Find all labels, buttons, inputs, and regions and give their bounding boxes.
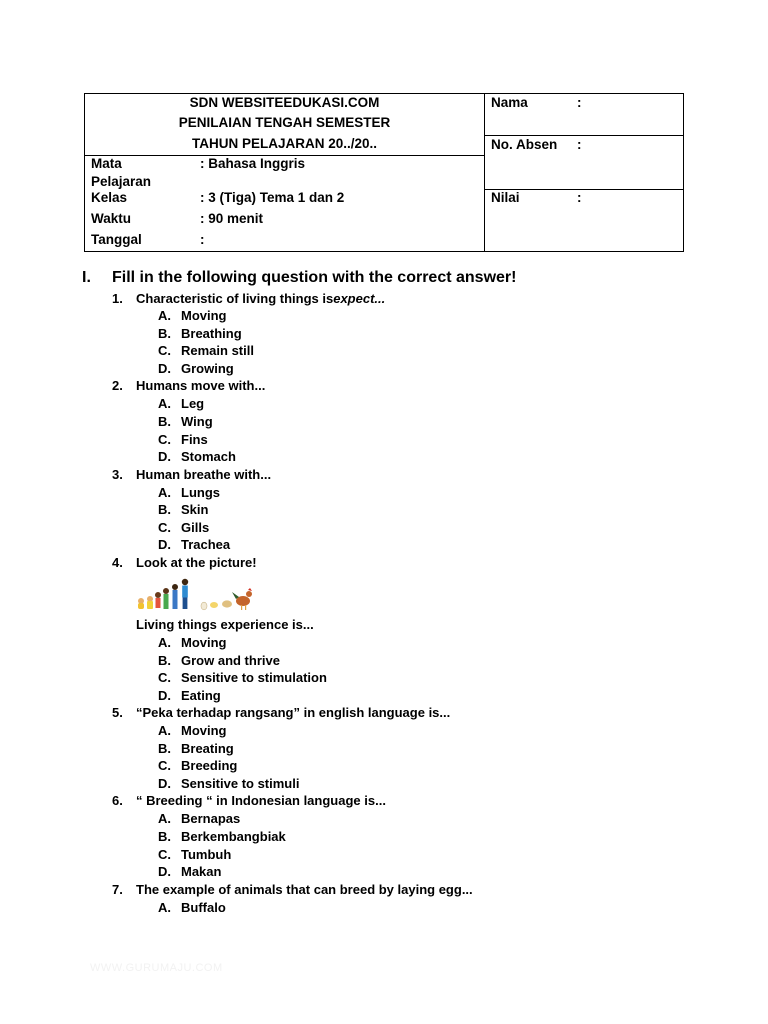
- growth-picture: [135, 577, 257, 611]
- option[interactable]: A. Buffalo: [158, 900, 226, 915]
- question-text: “Peka terhadap rangsang” in english language is...: [136, 705, 451, 720]
- option[interactable]: B. Wing: [158, 414, 213, 429]
- question-3: [112, 467, 271, 482]
- question-4: [112, 555, 257, 570]
- child-figure: [147, 596, 153, 609]
- chick-shape: [210, 602, 218, 608]
- option[interactable]: C. Breeding: [158, 758, 238, 773]
- table-divider: [484, 135, 683, 136]
- kelas-label: Kelas: [91, 190, 128, 205]
- child-figure: [155, 592, 161, 608]
- person-figure: [163, 588, 169, 609]
- option[interactable]: A. Lungs: [158, 485, 220, 500]
- option[interactable]: D. Stomach: [158, 449, 236, 464]
- option[interactable]: C. Remain still: [158, 343, 254, 358]
- question-1: [112, 291, 385, 306]
- young-chicken-shape: [222, 600, 232, 607]
- question-text: Look at the picture!: [136, 555, 257, 570]
- question-number: 3.: [112, 467, 123, 482]
- option[interactable]: B. Skin: [158, 502, 209, 517]
- child-figure: [138, 598, 144, 609]
- subject-value: : Bahasa Inggris: [200, 156, 306, 171]
- option[interactable]: C. Gills: [158, 520, 210, 535]
- option[interactable]: A. Leg: [158, 396, 205, 411]
- exam-title: PENILAIAN TENGAH SEMESTER: [178, 115, 391, 130]
- option[interactable]: A. Moving: [158, 635, 227, 650]
- section-numeral: I.: [82, 269, 91, 286]
- option[interactable]: B. Breating: [158, 741, 234, 756]
- question-text-italic: expect...: [333, 291, 386, 306]
- question-number: 7.: [112, 882, 123, 897]
- tanggal-value: :: [200, 232, 205, 247]
- question-number: 6.: [112, 793, 123, 808]
- pelajaran-label: Pelajaran: [91, 174, 152, 189]
- nilai-label: Nilai: [491, 190, 520, 205]
- absen-field[interactable]: :: [577, 137, 582, 152]
- rooster-shape: [232, 588, 252, 610]
- person-figure: [182, 579, 188, 609]
- question-6: [112, 793, 386, 808]
- option[interactable]: C. Sensitive to stimulation: [158, 670, 327, 685]
- option[interactable]: D. Growing: [158, 361, 234, 376]
- nilai-field[interactable]: :: [577, 190, 582, 205]
- egg-shape: [201, 602, 207, 610]
- question-text: Human breathe with...: [136, 467, 272, 482]
- question-text: “ Breeding “ in Indonesian language is...: [136, 793, 386, 808]
- option[interactable]: A. Moving: [158, 723, 227, 738]
- question-4-subtext: Living things experience is...: [136, 617, 314, 632]
- option[interactable]: D. Eating: [158, 688, 221, 703]
- option[interactable]: C. Fins: [158, 432, 208, 447]
- question-text: The example of animals that can breed by laying egg...: [136, 882, 473, 897]
- option[interactable]: A. Bernapas: [158, 811, 241, 826]
- question-5: [112, 705, 450, 720]
- option[interactable]: B. Grow and thrive: [158, 653, 280, 668]
- option[interactable]: A. Moving: [158, 308, 227, 323]
- question-number: 2.: [112, 378, 123, 393]
- question-number: 1.: [112, 291, 123, 306]
- tanggal-label: Tanggal: [91, 232, 142, 247]
- question-number: 5.: [112, 705, 123, 720]
- question-number: 4.: [112, 555, 123, 570]
- header-table: [84, 93, 684, 252]
- nama-label: Nama: [491, 95, 528, 110]
- kelas-value: : 3 (Tiga) Tema 1 dan 2: [200, 190, 345, 205]
- option[interactable]: B. Berkembangbiak: [158, 829, 286, 844]
- waktu-label: Waktu: [91, 211, 131, 226]
- table-divider: [484, 94, 485, 251]
- section-title: Fill in the following question with the correct answer!: [112, 269, 517, 286]
- question-2: [112, 378, 265, 393]
- option[interactable]: D. Trachea: [158, 537, 231, 552]
- option[interactable]: D. Makan: [158, 864, 222, 879]
- question-7: [112, 882, 473, 897]
- option[interactable]: D. Sensitive to stimuli: [158, 776, 300, 791]
- nama-field[interactable]: :: [577, 95, 582, 110]
- question-text: Humans move with...: [136, 378, 266, 393]
- waktu-value: : 90 menit: [200, 211, 264, 226]
- mata-label: Mata: [91, 156, 122, 171]
- school-name: SDN WEBSITEEDUKASI.COM: [189, 95, 380, 110]
- absen-label: No. Absen: [491, 137, 558, 152]
- option[interactable]: B. Breathing: [158, 326, 242, 341]
- academic-year: TAHUN PELAJARAN 20../20..: [191, 136, 378, 151]
- person-figure: [172, 584, 178, 609]
- question-text: Characteristic of living things is: [136, 291, 334, 306]
- option[interactable]: C. Tumbuh: [158, 847, 232, 862]
- watermark: WWW.GURUMAJU.COM: [90, 962, 223, 974]
